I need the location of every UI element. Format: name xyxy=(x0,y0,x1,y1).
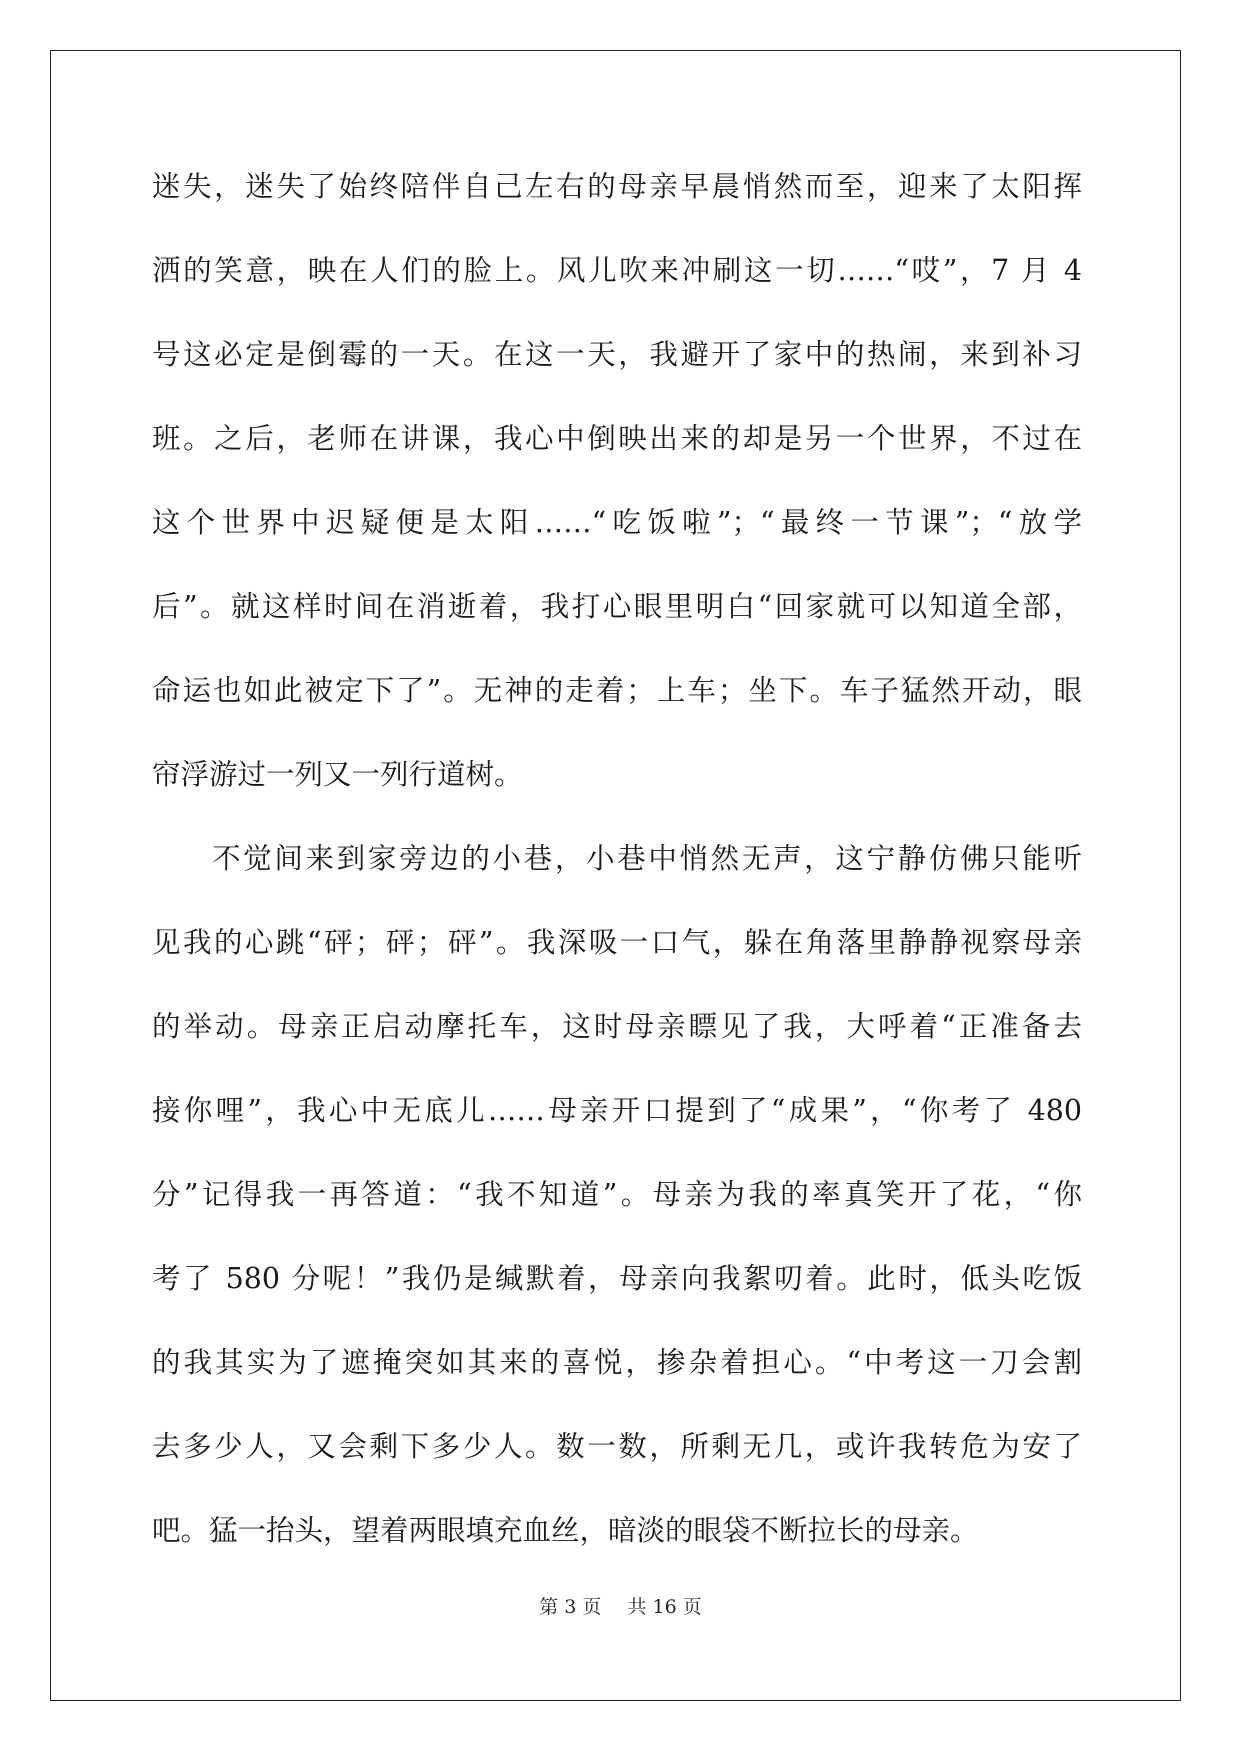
text-line: 考了 580 分呢！”我仍是缄默着，母亲向我絮叨着。此时，低头吃饭 xyxy=(152,1262,1082,1295)
text-line: 这个世界中迟疑便是太阳……“吃饭啦”；“最终一节课”；“放学 xyxy=(152,506,1082,539)
text-line: 不觉间来到家旁边的小巷，小巷中悄然无声，这宁静仿佛只能听 xyxy=(212,842,1082,875)
document-body xyxy=(152,160,1082,1588)
text-line: 帘浮游过一列又一列行道树。 xyxy=(152,758,523,791)
page-total: 共 16 页 xyxy=(627,1596,702,1618)
text-line: 吧。猛一抬头，望着两眼填充血丝，暗淡的眼袋不断拉长的母亲。 xyxy=(152,1514,979,1547)
text-line: 的我其实为了遮掩突如其来的喜悦，掺杂着担心。“中考这一刀会割 xyxy=(152,1346,1082,1379)
text-line: 去多少人，又会剩下多少人。数一数，所剩无几，或许我转危为安了 xyxy=(152,1430,1082,1463)
text-line: 的举动。母亲正启动摩托车，这时母亲瞟见了我，大呼着“正准备去 xyxy=(152,1010,1082,1043)
paragraph-1 xyxy=(152,160,1082,832)
text-line: 班。之后，老师在讲课，我心中倒映出来的却是另一个世界，不过在 xyxy=(152,422,1082,455)
text-line: 分”记得我一再答道：“我不知道”。母亲为我的率真笑开了花，“你 xyxy=(152,1178,1082,1211)
text-line: 接你哩”，我心中无底儿……母亲开口提到了“成果”，“你考了 480 xyxy=(152,1094,1082,1127)
text-line: 洒的笑意，映在人们的脸上。风儿吹来冲刷这一切……“哎”，7 月 4 xyxy=(152,254,1082,287)
text-line: 后”。就这样时间在消逝着，我打心眼里明白“回家就可以知道全部， xyxy=(152,590,1082,623)
page-number: 第 3 页 xyxy=(539,1596,602,1618)
text-line: 迷失，迷失了始终陪伴自己左右的母亲早晨悄然而至，迎来了太阳挥 xyxy=(152,170,1082,203)
paragraph-2 xyxy=(152,832,1082,1588)
text-line: 命运也如此被定下了”。无神的走着；上车；坐下。车子猛然开动，眼 xyxy=(152,674,1082,707)
page-footer xyxy=(0,1592,1241,1619)
text-line: 见我的心跳“砰；砰；砰”。我深吸一口气，躲在角落里静静视察母亲 xyxy=(152,926,1082,959)
text-line: 号这必定是倒霉的一天。在这一天，我避开了家中的热闹，来到补习 xyxy=(152,338,1082,371)
